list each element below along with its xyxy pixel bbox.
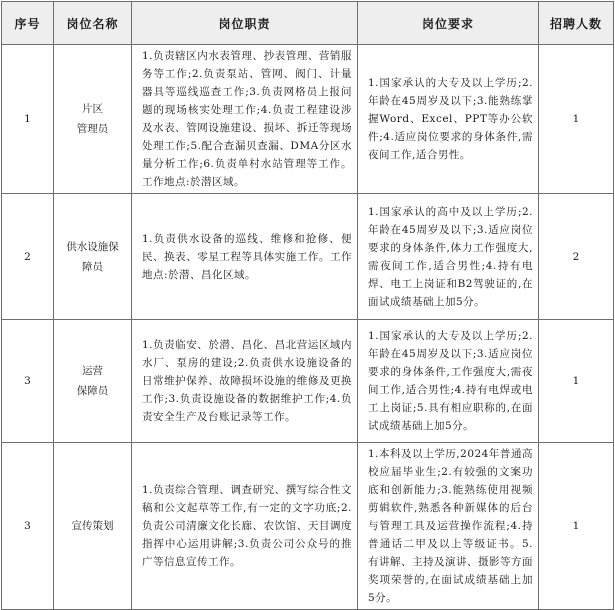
row-count: 1: [539, 320, 614, 443]
table-row: [2, 194, 614, 320]
row-requirements: 1.国家承认的大专及以上学历;2.年龄在45周岁及以下;3.能熟练掌握Word、Excel、PPT等办公软件;4.适应岗位要求的身体条件,需夜间工作,适合男性。: [358, 45, 539, 194]
table-row: [2, 320, 614, 443]
row-count: 1: [539, 45, 614, 194]
header-no: 序号: [2, 2, 54, 45]
header-requirements: 岗位要求: [358, 2, 539, 45]
row-no: 3: [2, 320, 54, 443]
row-no: 3: [2, 443, 54, 610]
row-duties: 1.负责供水设备的巡线、维修和抢修、便民、换表、零星工程等具体实施工作。工作地点:於潜、昌化区域。: [132, 194, 358, 320]
row-no: 1: [2, 45, 54, 194]
header-row: [2, 2, 614, 45]
row-title: 运营 保障员: [54, 320, 132, 443]
recruitment-table: [1, 1, 614, 610]
row-count: 1: [539, 443, 614, 610]
row-title: 供水设施保障员: [54, 194, 132, 320]
row-count: 2: [539, 194, 614, 320]
table-row: [2, 443, 614, 610]
row-requirements: 1.本科及以上学历,2024年普通高校应届毕业生;2.有较强的文案功底和创新能力;3.能熟练使用视频剪辑软件,熟悉各种新媒体的后台与管理工具及运营操作流程;4.持普通话二甲及以上等级证书。5.有讲解、主持及演讲、摄影等方面奖项荣誉的,在面试成绩基础上加5分。: [358, 443, 539, 610]
row-requirements: 1.国家承认的高中及以上学历;2.年龄在45周岁及以下;3.适应岗位要求的身体条件,体力工作强度大,需夜间工作,适合男性;4.持有电焊、电工上岗证和B2驾驶证的,在面试成绩基础上加5分。: [358, 194, 539, 320]
row-duties: 1.负责辖区内水表管理、抄表管理、营销服务等工作;2.负责泵站、管网、阀门、计量器具等巡线巡查工作;3.负责网格员上报问题的现场核实处理工作;4.负责工程建设涉及水表、管网设施建设、损坏、拆迁等现场处理工作;5.配合查漏贝查漏、DMA分区水量分析工作;6.负责单村水站管理等工作。工作地点:於潜区域。: [132, 45, 358, 194]
header-duties: 岗位职责: [132, 2, 358, 45]
row-requirements: 1.国家承认的大专及以上学历;2.年龄在45周岁及以下;3.适应岗位要求的身体条件,工作强度大,需夜间工作,适合男性;4.持有电焊或电工上岗证;5.具有相应职称的,在面试成绩基础上加5分。: [358, 320, 539, 443]
header-title: 岗位名称: [54, 2, 132, 45]
row-title: 宣传策划: [54, 443, 132, 610]
table-row: [2, 45, 614, 194]
row-no: 2: [2, 194, 54, 320]
row-duties: 1.负责临安、於潜、昌化、昌北营运区域内水厂、泵房的建设;2.负责供水设施设备的日常维护保养、故障损坏设施的维修及更换工作;3.负责设施设备的数据维护工作;4.负责安全生产及台账记录等工作。: [132, 320, 358, 443]
header-count: 招聘人数: [539, 2, 614, 45]
row-title: 片区 管理员: [54, 45, 132, 194]
row-duties: 1.负责综合管理、调查研究、撰写综合性文稿和公文起草等工作,有一定的文字功底;2.负责公司清廉文化长廊、农饮馆、天目调度指挥中心运用讲解;3.负责公司公众号的推广等信息宣传工作。: [132, 443, 358, 610]
